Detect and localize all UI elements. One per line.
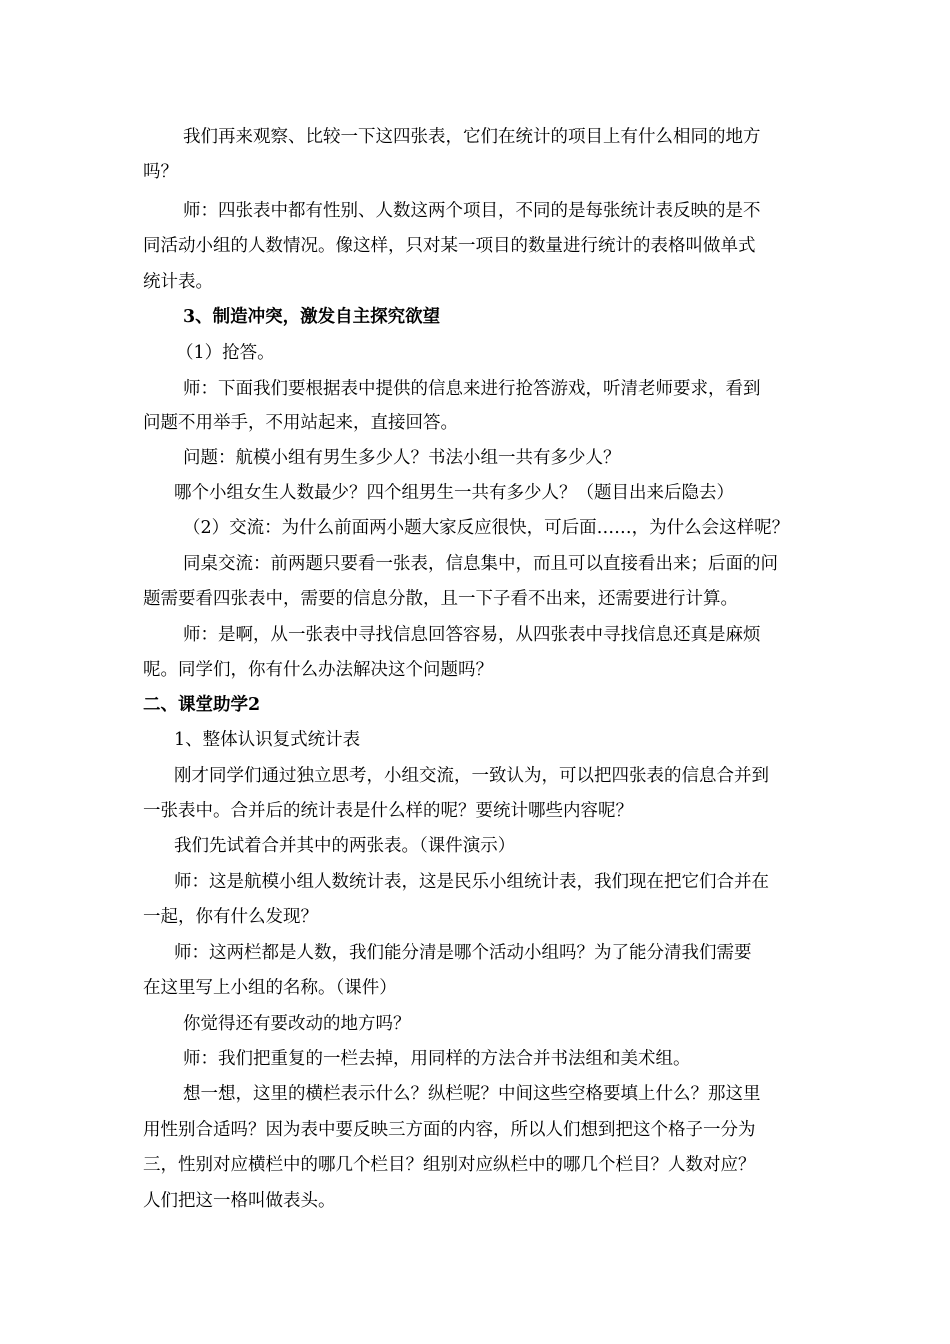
paragraph-line: 我们再来观察、比较一下这四张表，它们在统计的项目上有什么相同的地方 bbox=[183, 127, 761, 147]
section-heading: 二、课堂助学2 bbox=[143, 695, 261, 715]
paragraph-line: 在这里写上小组的名称。（课件） bbox=[143, 978, 397, 998]
paragraph-line: 问题：航模小组有男生多少人？书法小组一共有多少人？ bbox=[183, 448, 621, 468]
paragraph-line: 吗？ bbox=[143, 162, 178, 182]
paragraph-line: 师：下面我们要根据表中提供的信息来进行抢答游戏，听清老师要求，看到 bbox=[183, 379, 761, 399]
paragraph-line: 统计表。 bbox=[143, 272, 213, 292]
paragraph-line: 我们先试着合并其中的两张表。（课件演示） bbox=[174, 836, 516, 856]
paragraph-line: 同桌交流：前两题只要看一张表，信息集中，而且可以直接看出来；后面的问 bbox=[183, 554, 778, 574]
paragraph-line: 题需要看四张表中，需要的信息分散，且一下子看不出来，还需要进行计算。 bbox=[143, 589, 738, 609]
paragraph-line: 师：四张表中都有性别、人数这两个项目，不同的是每张统计表反映的是不 bbox=[183, 201, 761, 221]
paragraph-line: （1）抢答。 bbox=[176, 343, 275, 363]
paragraph-line: （2）交流：为什么前面两小题大家反应很快，可后面……，为什么会这样呢？ bbox=[183, 518, 790, 538]
paragraph-line: 师：这两栏都是人数，我们能分清是哪个活动小组吗？为了能分清我们需要 bbox=[174, 943, 752, 963]
paragraph-line: 哪个小组女生人数最少？四个组男生一共有多少人？（题目出来后隐去） bbox=[174, 483, 734, 503]
paragraph-line: 问题不用举手，不用站起来，直接回答。 bbox=[143, 413, 458, 433]
paragraph-line: 三，性别对应横栏中的哪几个栏目？组别对应纵栏中的哪几个栏目？人数对应？ bbox=[143, 1155, 756, 1175]
paragraph-line: 师：这是航模小组人数统计表，这是民乐小组统计表，我们现在把它们合并在 bbox=[174, 872, 769, 892]
paragraph-line: 人们把这一格叫做表头。 bbox=[143, 1191, 336, 1211]
paragraph-line: 用性别合适吗？因为表中要反映三方面的内容，所以人们想到把这个格子一分为 bbox=[143, 1120, 756, 1140]
paragraph-line: 1、整体认识复式统计表 bbox=[174, 730, 361, 750]
paragraph-line: 你觉得还有要改动的地方吗？ bbox=[183, 1014, 411, 1034]
paragraph-line: 一起，你有什么发现？ bbox=[143, 907, 318, 927]
paragraph-line: 一张表中。合并后的统计表是什么样的呢？要统计哪些内容呢？ bbox=[143, 801, 633, 821]
paragraph-line: 师：是啊，从一张表中寻找信息回答容易，从四张表中寻找信息还真是麻烦 bbox=[183, 625, 761, 645]
paragraph-line: 呢。同学们，你有什么办法解决这个问题吗？ bbox=[143, 660, 493, 680]
paragraph-line: 同活动小组的人数情况。像这样，只对某一项目的数量进行统计的表格叫做单式 bbox=[143, 236, 756, 256]
paragraph-line: 想一想，这里的横栏表示什么？纵栏呢？中间这些空格要填上什么？那这里 bbox=[183, 1084, 761, 1104]
section-heading: 3、制造冲突，激发自主探究欲望 bbox=[183, 307, 441, 327]
paragraph-line: 刚才同学们通过独立思考，小组交流，一致认为，可以把四张表的信息合并到 bbox=[174, 766, 769, 786]
paragraph-line: 师：我们把重复的一栏去掉，用同样的方法合并书法组和美术组。 bbox=[183, 1049, 691, 1069]
